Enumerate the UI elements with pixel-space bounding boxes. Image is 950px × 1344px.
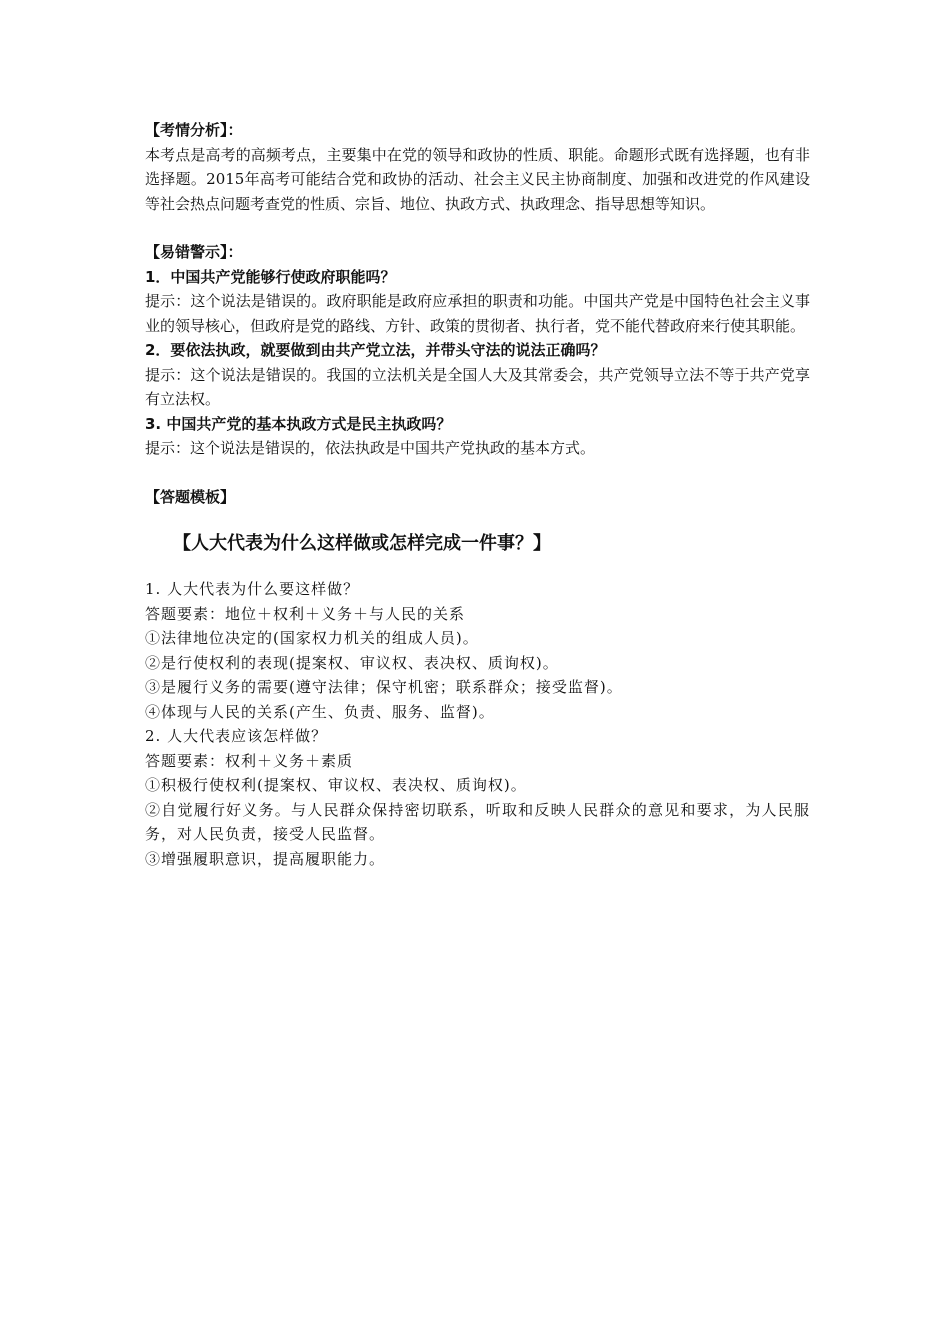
template-line: ④体现与人民的关系(产生、负责、服务、监督)。	[145, 702, 495, 721]
template-line: ③是履行义务的需要(遵守法律；保守机密；联系群众；接受监督)。	[145, 678, 623, 696]
warnings-heading: 【易错警示】：	[145, 243, 243, 261]
spacer	[145, 461, 810, 485]
template-line: ①法律地位决定的(国家权力机关的组成人员)。	[145, 629, 479, 647]
warning-hint-1: 提示：这个说法是错误的。政府职能是政府应承担的职责和功能。中国共产党是中国特色社会主义事业的领导核心，但政府是党的路线、方针、政策的贯彻者、执行者，党不能代替政府来行使其职能。	[145, 292, 810, 335]
template-line: ②是行使权利的表现(提案权、审议权、表决权、质询权)。	[145, 653, 559, 672]
template-title: 【人大代表为什么这样做或怎样完成一件事？】	[173, 533, 551, 554]
warning-hint-2: 提示：这个说法是错误的。我国的立法机关是全国人大及其常委会，共产党领导立法不等于共产党享有立法权。	[145, 365, 810, 408]
template-line: 1. 人大代表为什么要这样做？	[145, 580, 360, 598]
template-line: ③增强履职意识，提高履职能力。	[145, 849, 386, 868]
template-line: 答题要素：地位＋权利＋义务＋与人民的关系	[145, 604, 466, 623]
template-line: ①积极行使权利(提案权、审议权、表决权、质询权)。	[145, 776, 527, 794]
warning-hint-3: 提示：这个说法是错误的，依法执政是中国共产党执政的基本方式。	[145, 439, 596, 457]
template-heading: 【答题模板】	[145, 487, 236, 506]
template-line: 答题要素：权利＋义务＋素质	[145, 751, 354, 770]
analysis-text: 本考点是高考的高频考点，主要集中在党的领导和政协的性质、职能。命题形式既有选择题，也有非选择题。2015年高考可能结合党和政协的活动、社会主义民主协商制度、加强和改进党的作风建设等社会热点问题考查党的性质、宗旨、地位、执政方式、执政理念、指导思想等知识。	[145, 145, 810, 213]
template-line: 2. 人大代表应该怎样做？	[145, 727, 328, 745]
template-line: ②自觉履行好义务。与人民群众保持密切联系，听取和反映人民群众的意见和要求，为人民服务，对人民负责，接受人民监督。	[145, 800, 810, 843]
warning-question-2: 2．要依法执政，就要做到由共产党立法，并带头守法的说法正确吗？	[145, 341, 606, 359]
analysis-heading: 【考情分析】：	[145, 121, 243, 139]
document-page	[145, 118, 810, 871]
warning-question-3: 3. 中国共产党的基本执政方式是民主执政吗？	[145, 414, 452, 433]
spacer	[145, 216, 810, 240]
warning-question-1: 1．中国共产党能够行使政府职能吗？	[145, 267, 396, 286]
